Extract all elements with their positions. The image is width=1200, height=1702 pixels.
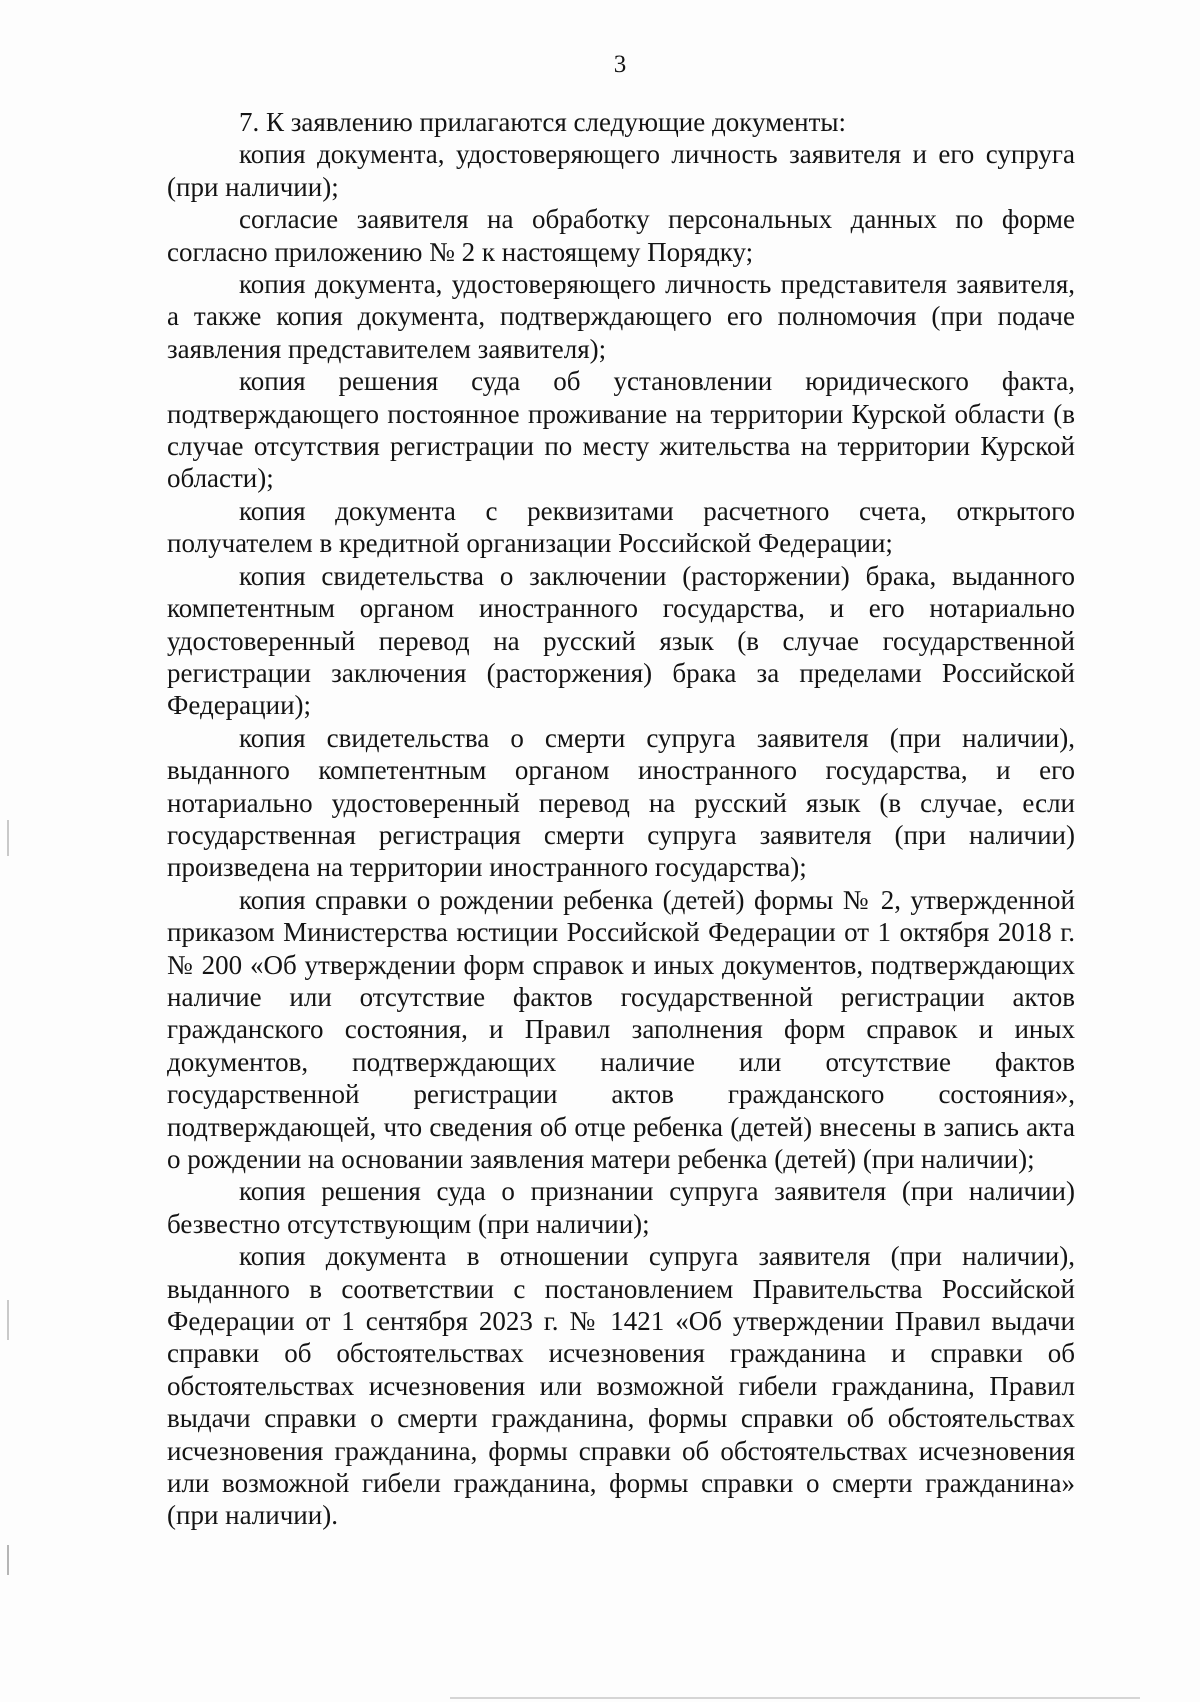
scan-artifact <box>7 820 9 856</box>
paragraph-death-certificate: копия свидетельства о смерти супруга заявителя (при наличии), выданного компетентным органом иностранного государства, и его нотариально удостоверенный перевод на русский язык (в случае, если государственная регистрация смерти супруга заявителя (при наличии) произведена на территории иностранного государства); <box>167 722 1075 883</box>
paragraph-marriage-certificate: копия свидетельства о заключении (расторжении) брака, выданного компетентным органом иностранного государства, и его нотариально удостоверенный перевод на русский язык (в случае государственной регистрации заключения (расторжения) брака за пределами Российской Федерации); <box>167 560 1075 721</box>
paragraph-personal-data-consent: согласие заявителя на обработку персональных данных по форме согласно приложению № 2 к настоящему Порядку; <box>167 204 1075 267</box>
paragraph-identity-document: копия документа, удостоверяющего личность заявителя и его супруга (при наличии); <box>167 139 1075 202</box>
scan-artifact <box>7 1300 9 1340</box>
paragraph-representative-document: копия документа, удостоверяющего личность представителя заявителя, а также копия документа, подтверждающего его полномочия (при подаче заявления представителем заявителя); <box>167 269 1075 364</box>
paragraph-disappearance-certificate: копия документа в отношении супруга заявителя (при наличии), выданного в соответствии с постановлением Правительства Российской Федерации от 1 сентября 2023 г. № 1421 «Об утверждении Правил выдачи справки об обстоятельствах исчезновения гражданина и справки об обстоятельствах исчезновения или возможной гибели гражданина, Правил выдачи справки о смерти гражданина, формы справки об обстоятельствах исчезновения гражданина, формы справки об обстоятельствах исчезновения или возможной гибели гражданина, формы справки о смерти гражданина» (при наличии). <box>167 1241 1075 1531</box>
paragraph-missing-spouse-court-decision: копия решения суда о признании супруга заявителя (при наличии) безвестно отсутствующим (при наличии); <box>167 1176 1075 1239</box>
scan-bottom-edge <box>450 1697 1140 1699</box>
paragraph-birth-certificate-form-2: копия справки о рождении ребенка (детей) формы № 2, утвержденной приказом Министерства юстиции Российской Федерации от 1 октября 2018 г. № 200 «Об утверждении форм справок и иных документов, подтверждающих наличие или отсутствие фактов государственной регистрации актов гражданского состояния, и Правил заполнения форм справок и иных документов, подтверждающих наличие или отсутствие фактов государственной регистрации актов гражданского состояния», подтверждающей, что сведения об отце ребенка (детей) внесены в запись акта о рождении на основании заявления матери ребенка (детей) (при наличии); <box>167 884 1075 1174</box>
page-number: 3 <box>613 51 627 78</box>
scan-artifact <box>7 1545 9 1575</box>
paragraph-clause-7-heading: 7. К заявлению прилагаются следующие документы: <box>239 107 847 137</box>
paragraph-bank-account: копия документа с реквизитами расчетного счета, открытого получателем в кредитной организации Российской Федерации; <box>167 495 1075 559</box>
document-body <box>167 106 1075 1532</box>
paragraph-court-decision-residence: копия решения суда об установлении юридического факта, подтверждающего постоянное проживание на территории Курской области (в случае отсутствия регистрации по месту жительства на территории Курской области); <box>167 366 1075 494</box>
